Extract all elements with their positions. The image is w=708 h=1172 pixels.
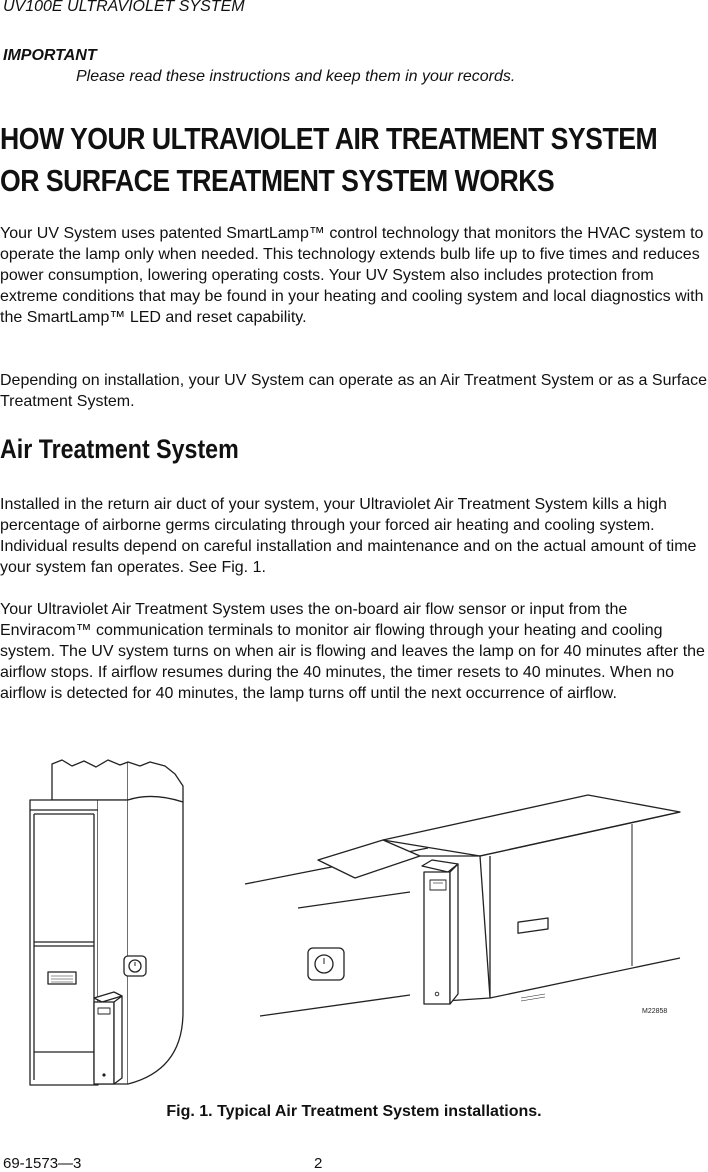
installation-illustration [0, 752, 708, 1092]
air-treatment-paragraph: Installed in the return air duct of your system, your Ultraviolet Air Treatment System kills a high percentage of airborne germs circulating through your forced air heating and cooling system. Individual results depend on careful installation and maintenance and on the actual amount of time your system fan operates. See Fig. 1. [0, 496, 697, 576]
document-number: 69-1573—3 [3, 1155, 82, 1172]
airflow-paragraph: Your Ultraviolet Air Treatment System uses the on-board air flow sensor or input from the Enviracom™ communication terminals to monitor air flowing through your heating and cooling system. The UV system turns on when air is flowing and leaves the lamp on for 40 minutes after the airflow stops. If airflow resumes during the 40 minutes, the timer resets to 40 minutes. When no airflow is detected for 40 minutes, the lamp turns off until the next occurrence of airflow. [0, 601, 705, 702]
duct-installation [245, 795, 680, 1016]
subsection-title: Air Treatment System [0, 434, 239, 464]
important-note: Please read these instructions and keep them in your records. [76, 68, 516, 85]
section-title [0, 118, 658, 202]
drawing-code: M22858 [642, 1008, 668, 1015]
running-header: UV100E ULTRAVIOLET SYSTEM [3, 0, 245, 15]
installation-mode-paragraph: Depending on installation, your UV System can operate as an Air Treatment System or as a Surface Treatment System. [0, 372, 708, 410]
page-number: 2 [314, 1155, 323, 1172]
section-title-line-1: HOW YOUR ULTRAVIOLET AIR TREATMENT SYSTEM [0, 121, 658, 156]
furnace-installation [30, 760, 183, 1085]
figure-caption: Fig. 1. Typical Air Treatment System installations. [166, 1103, 542, 1120]
intro-paragraph: Your UV System uses patented SmartLamp™ control technology that monitors the HVAC system to operate the lamp only when needed. This technology extends bulb life up to five times and reduces power consumption, lowering operating costs. Your UV System also includes protection from extreme conditions that may be found in your heating and cooling system and local diagnostics with the SmartLamp™ LED and reset capability. [0, 225, 704, 326]
section-title-line-2: OR SURFACE TREATMENT SYSTEM WORKS [0, 163, 555, 198]
important-label: IMPORTANT [3, 47, 97, 64]
figure-1 [0, 752, 708, 1092]
